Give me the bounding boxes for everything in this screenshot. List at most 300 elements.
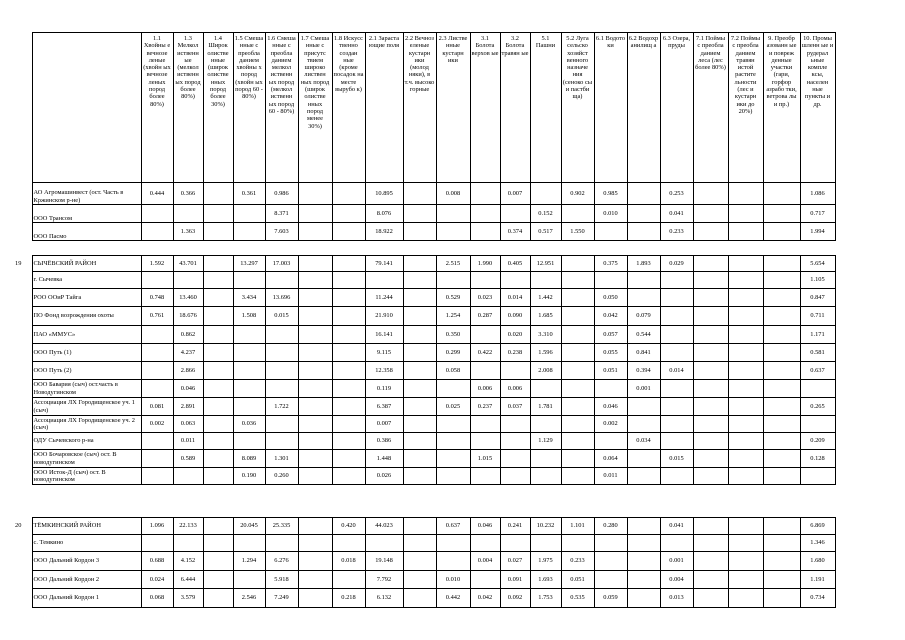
value-cell <box>728 289 763 307</box>
table-row <box>14 272 835 289</box>
value-cell: 0.280 <box>594 518 627 535</box>
value-cell <box>728 589 763 608</box>
value-cell <box>660 398 693 416</box>
value-cell <box>173 468 203 485</box>
value-cell <box>561 468 594 485</box>
value-cell <box>693 552 728 571</box>
column-header: 1.1 Хвойны е вечнозе леные (хвойн ых вечнозе леных пород более 80%) <box>141 33 173 183</box>
value-cell: 0.051 <box>561 571 594 589</box>
value-cell: 0.091 <box>500 571 530 589</box>
value-cell: 0.422 <box>470 344 500 362</box>
value-cell <box>693 450 728 468</box>
value-cell <box>332 289 365 307</box>
value-cell: 13.297 <box>233 256 265 272</box>
value-cell <box>728 183 763 205</box>
value-cell: 1.685 <box>530 307 561 326</box>
value-cell: 0.394 <box>627 362 660 380</box>
region-index <box>14 535 32 552</box>
value-cell: 0.375 <box>594 256 627 272</box>
column-header: 3.2 Болота травян ые <box>500 33 530 183</box>
value-cell <box>728 326 763 344</box>
table-region-19 <box>14 255 836 485</box>
value-cell <box>500 362 530 380</box>
row-name: ООО Путь (2) <box>32 362 141 380</box>
value-cell: 20.045 <box>233 518 265 535</box>
value-cell <box>203 205 233 223</box>
column-header: 7.1 Поймы с преобла данием леса (лес более 80%) <box>693 33 728 183</box>
value-cell <box>728 362 763 380</box>
value-cell <box>141 223 173 241</box>
value-cell <box>693 183 728 205</box>
value-cell <box>436 433 470 450</box>
value-cell <box>332 326 365 344</box>
value-cell <box>500 205 530 223</box>
value-cell: 0.265 <box>800 398 835 416</box>
value-cell <box>203 256 233 272</box>
value-cell <box>470 223 500 241</box>
value-cell: 0.011 <box>594 468 627 485</box>
value-cell: 21.910 <box>365 307 403 326</box>
value-cell: 0.001 <box>627 380 660 398</box>
value-cell: 0.589 <box>173 450 203 468</box>
value-cell: 12.358 <box>365 362 403 380</box>
value-cell: 0.041 <box>660 518 693 535</box>
table-row <box>14 535 835 552</box>
value-cell <box>693 398 728 416</box>
value-cell <box>141 468 173 485</box>
value-cell: 0.529 <box>436 289 470 307</box>
value-cell <box>332 450 365 468</box>
value-cell: 0.057 <box>594 326 627 344</box>
value-cell: 0.002 <box>594 416 627 433</box>
value-cell: 0.013 <box>660 589 693 608</box>
value-cell: 0.092 <box>500 589 530 608</box>
value-cell: 43.701 <box>173 256 203 272</box>
value-cell <box>403 183 436 205</box>
value-cell <box>530 272 561 289</box>
column-header: 9. Преобр азованн ые и повреж денные участки (гари, горфор азрабо тки, ветрова лы и пр.) <box>763 33 800 183</box>
value-cell: 7.249 <box>265 589 298 608</box>
value-cell: 0.024 <box>141 571 173 589</box>
value-cell <box>298 380 332 398</box>
value-cell: 0.004 <box>660 571 693 589</box>
value-cell <box>298 307 332 326</box>
value-cell <box>530 416 561 433</box>
value-cell <box>233 433 265 450</box>
value-cell <box>693 289 728 307</box>
value-cell <box>627 223 660 241</box>
value-cell <box>403 450 436 468</box>
value-cell <box>332 183 365 205</box>
value-cell: 3.310 <box>530 326 561 344</box>
value-cell: 3.434 <box>233 289 265 307</box>
row-name: Ассоциация ЛХ Городищенское уч. 2 (сыч) <box>32 416 141 433</box>
table-row <box>14 183 835 205</box>
value-cell <box>332 468 365 485</box>
value-cell <box>561 289 594 307</box>
value-cell: 0.748 <box>141 289 173 307</box>
row-name: АО Агромашинвест (ост. Часть в Кржинском р-не) <box>32 183 141 205</box>
value-cell <box>332 223 365 241</box>
value-cell <box>436 535 470 552</box>
value-cell: 1.171 <box>800 326 835 344</box>
value-cell: 1.753 <box>530 589 561 608</box>
value-cell <box>365 272 403 289</box>
region-index <box>14 571 32 589</box>
row-name: ООО Бочаровское (сыч) ост. В новодугинском <box>32 450 141 468</box>
value-cell: 0.081 <box>141 398 173 416</box>
value-cell <box>298 433 332 450</box>
value-cell <box>203 289 233 307</box>
value-cell <box>500 272 530 289</box>
region-index <box>14 589 32 608</box>
value-cell <box>403 552 436 571</box>
value-cell <box>561 344 594 362</box>
value-cell: 6.869 <box>800 518 835 535</box>
value-cell: 8.371 <box>265 205 298 223</box>
table-row <box>14 205 835 223</box>
value-cell <box>203 468 233 485</box>
value-cell: 0.042 <box>594 307 627 326</box>
value-cell: 0.420 <box>332 518 365 535</box>
value-cell <box>403 535 436 552</box>
value-cell <box>265 272 298 289</box>
value-cell <box>561 256 594 272</box>
value-cell <box>332 256 365 272</box>
value-cell <box>763 552 800 571</box>
value-cell: 10.895 <box>365 183 403 205</box>
value-cell <box>403 362 436 380</box>
column-header: 1.6 Смеша нные с преобла данием мелкол иственн ых пород (мелкол иственн ых пород 60 - 80%) <box>265 33 298 183</box>
value-cell: 0.637 <box>800 362 835 380</box>
table-row <box>14 416 835 433</box>
row-name: ПО Фонд возрождения охоты <box>32 307 141 326</box>
value-cell <box>627 468 660 485</box>
column-header: 5.1 Пашни <box>530 33 561 183</box>
value-cell <box>403 571 436 589</box>
value-cell <box>470 205 500 223</box>
value-cell: 0.090 <box>500 307 530 326</box>
value-cell: 0.711 <box>800 307 835 326</box>
value-cell <box>561 535 594 552</box>
value-cell <box>403 380 436 398</box>
value-cell <box>141 344 173 362</box>
value-cell <box>298 223 332 241</box>
value-cell: 0.042 <box>470 589 500 608</box>
row-name: СЫЧЁВСКИЙ РАЙОН <box>32 256 141 272</box>
value-cell <box>470 362 500 380</box>
value-cell <box>141 450 173 468</box>
value-cell <box>763 362 800 380</box>
value-cell: 18.922 <box>365 223 403 241</box>
value-cell <box>594 433 627 450</box>
value-cell: 0.366 <box>173 183 203 205</box>
value-cell: 1.363 <box>173 223 203 241</box>
value-cell <box>530 535 561 552</box>
value-cell <box>660 272 693 289</box>
table-row <box>14 307 835 326</box>
value-cell <box>693 535 728 552</box>
column-header: 1.7 Смеша нные с присутс твием широко листвен ных пород (широк олистве нных пород менее 30%) <box>298 33 332 183</box>
value-cell: 0.058 <box>436 362 470 380</box>
value-cell <box>141 535 173 552</box>
value-cell <box>265 535 298 552</box>
table-row <box>14 289 835 307</box>
value-cell: 0.079 <box>627 307 660 326</box>
value-cell: 0.233 <box>561 552 594 571</box>
value-cell <box>173 272 203 289</box>
value-cell: 4.237 <box>173 344 203 362</box>
value-cell <box>403 518 436 535</box>
value-cell <box>627 535 660 552</box>
value-cell <box>627 518 660 535</box>
value-cell <box>763 518 800 535</box>
value-cell <box>233 344 265 362</box>
value-cell: 0.361 <box>233 183 265 205</box>
value-cell <box>561 433 594 450</box>
value-cell <box>561 326 594 344</box>
region-index <box>14 272 32 289</box>
value-cell: 0.015 <box>265 307 298 326</box>
value-cell: 0.001 <box>660 552 693 571</box>
table-row <box>14 589 835 608</box>
value-cell: 1.550 <box>561 223 594 241</box>
value-cell: 0.046 <box>594 398 627 416</box>
region-index <box>14 223 32 241</box>
value-cell: 0.010 <box>594 205 627 223</box>
header-index-cell <box>14 33 32 183</box>
value-cell: 1.086 <box>800 183 835 205</box>
value-cell <box>203 307 233 326</box>
value-cell <box>561 450 594 468</box>
value-cell <box>436 416 470 433</box>
value-cell <box>763 535 800 552</box>
table-row <box>14 398 835 416</box>
value-cell <box>203 398 233 416</box>
value-cell: 1.893 <box>627 256 660 272</box>
table-row <box>14 344 835 362</box>
value-cell: 0.444 <box>141 183 173 205</box>
value-cell <box>693 205 728 223</box>
value-cell <box>141 362 173 380</box>
row-name: ООО Трансом <box>32 205 141 223</box>
region-index <box>14 326 32 344</box>
value-cell <box>561 398 594 416</box>
value-cell: 1.346 <box>800 535 835 552</box>
value-cell: 1.254 <box>436 307 470 326</box>
value-cell <box>693 223 728 241</box>
value-cell <box>561 416 594 433</box>
value-cell <box>561 362 594 380</box>
table-row <box>14 362 835 380</box>
value-cell: 0.902 <box>561 183 594 205</box>
value-cell <box>693 433 728 450</box>
value-cell <box>298 326 332 344</box>
value-cell <box>403 589 436 608</box>
value-cell <box>627 552 660 571</box>
value-cell <box>500 535 530 552</box>
value-cell <box>693 518 728 535</box>
value-cell <box>530 450 561 468</box>
value-cell: 0.260 <box>265 468 298 485</box>
region-index <box>14 344 32 362</box>
value-cell <box>728 450 763 468</box>
value-cell <box>265 362 298 380</box>
value-cell: 8.089 <box>233 450 265 468</box>
value-cell <box>660 326 693 344</box>
value-cell <box>800 468 835 485</box>
region-title-row <box>14 518 835 535</box>
column-header: 1.4 Широк олистве нные (широк олистве нных пород более 30%) <box>203 33 233 183</box>
value-cell <box>627 571 660 589</box>
row-name: ООО Пасмо <box>32 223 141 241</box>
table-region-20 <box>14 517 836 608</box>
value-cell: 2.515 <box>436 256 470 272</box>
value-cell: 6.444 <box>173 571 203 589</box>
value-cell <box>332 344 365 362</box>
value-cell: 17.003 <box>265 256 298 272</box>
column-header: 5.2 Луга сельско хозяйст венного назначе ния (сеноко сы и пастби ща) <box>561 33 594 183</box>
value-cell <box>298 183 332 205</box>
value-cell <box>594 552 627 571</box>
value-cell <box>265 326 298 344</box>
value-cell: 1.096 <box>141 518 173 535</box>
value-cell <box>728 344 763 362</box>
value-cell <box>203 362 233 380</box>
value-cell <box>561 272 594 289</box>
region-index <box>14 416 32 433</box>
value-cell: 0.023 <box>470 289 500 307</box>
row-name: ООО Путь (1) <box>32 344 141 362</box>
value-cell <box>693 416 728 433</box>
value-cell: 1.101 <box>561 518 594 535</box>
value-cell <box>660 468 693 485</box>
value-cell <box>173 535 203 552</box>
row-name: ООО Дальний Кордон 2 <box>32 571 141 589</box>
region-index <box>14 552 32 571</box>
value-cell <box>693 344 728 362</box>
value-cell: 0.190 <box>233 468 265 485</box>
value-cell <box>693 468 728 485</box>
value-cell <box>627 183 660 205</box>
region-index: 20 <box>15 522 22 530</box>
value-cell <box>233 380 265 398</box>
value-cell: 11.244 <box>365 289 403 307</box>
value-cell: 1.781 <box>530 398 561 416</box>
value-cell <box>203 589 233 608</box>
value-cell: 0.986 <box>265 183 298 205</box>
column-header: 6.3 Озера, пруды <box>660 33 693 183</box>
value-cell <box>203 272 233 289</box>
value-cell <box>763 272 800 289</box>
value-cell <box>728 468 763 485</box>
value-cell: 0.517 <box>530 223 561 241</box>
value-cell <box>298 362 332 380</box>
value-cell <box>298 416 332 433</box>
value-cell <box>693 307 728 326</box>
value-cell <box>141 272 173 289</box>
region-index <box>14 468 32 485</box>
value-cell <box>627 416 660 433</box>
region-index <box>14 362 32 380</box>
value-cell: 0.046 <box>173 380 203 398</box>
value-cell <box>233 223 265 241</box>
value-cell <box>728 571 763 589</box>
value-cell <box>332 535 365 552</box>
value-cell <box>403 344 436 362</box>
value-cell <box>561 205 594 223</box>
value-cell <box>728 223 763 241</box>
row-name: Ассоциация ЛХ Городищенское уч. 1 (сыч) <box>32 398 141 416</box>
column-header: 7.2 Поймы с преобла данием травян истой растите льности (лес и кустарн ики до 20%) <box>728 33 763 183</box>
value-cell <box>298 344 332 362</box>
value-cell: 79.141 <box>365 256 403 272</box>
value-cell <box>298 450 332 468</box>
value-cell: 5.918 <box>265 571 298 589</box>
value-cell <box>203 344 233 362</box>
value-cell: 0.253 <box>660 183 693 205</box>
value-cell <box>265 416 298 433</box>
value-cell <box>470 433 500 450</box>
value-cell: 10.232 <box>530 518 561 535</box>
value-cell <box>763 589 800 608</box>
value-cell <box>693 589 728 608</box>
value-cell <box>728 307 763 326</box>
value-cell <box>660 416 693 433</box>
value-cell <box>298 398 332 416</box>
value-cell: 0.051 <box>594 362 627 380</box>
value-cell: 0.002 <box>141 416 173 433</box>
column-header: 2.2 Вечноз еленые кустарн ики (молод няки), в т.ч. высоко горные <box>403 33 436 183</box>
value-cell <box>298 256 332 272</box>
column-header: 1.8 Искусс твенно создан ные (кроме посадок на месте вырубо к) <box>332 33 365 183</box>
value-cell <box>763 223 800 241</box>
value-cell <box>470 326 500 344</box>
value-cell: 16.141 <box>365 326 403 344</box>
value-cell: 0.046 <box>470 518 500 535</box>
value-cell <box>365 535 403 552</box>
value-cell: 0.018 <box>332 552 365 571</box>
table-top <box>14 32 836 241</box>
region-index <box>14 289 32 307</box>
value-cell: 0.299 <box>436 344 470 362</box>
value-cell <box>627 289 660 307</box>
value-cell <box>233 272 265 289</box>
value-cell <box>332 307 365 326</box>
value-cell: 0.761 <box>141 307 173 326</box>
value-cell <box>763 289 800 307</box>
value-cell <box>436 450 470 468</box>
value-cell <box>800 416 835 433</box>
value-cell: 25.335 <box>265 518 298 535</box>
value-cell: 0.026 <box>365 468 403 485</box>
value-cell <box>403 326 436 344</box>
value-cell: 0.717 <box>800 205 835 223</box>
value-cell <box>233 205 265 223</box>
value-cell: 1.994 <box>800 223 835 241</box>
value-cell: 0.218 <box>332 589 365 608</box>
value-cell: 0.581 <box>800 344 835 362</box>
value-cell <box>660 344 693 362</box>
value-cell <box>403 256 436 272</box>
value-cell <box>728 380 763 398</box>
value-cell <box>265 433 298 450</box>
value-cell <box>203 223 233 241</box>
value-cell <box>763 571 800 589</box>
value-cell <box>693 256 728 272</box>
value-cell <box>763 433 800 450</box>
region-index <box>14 433 32 450</box>
